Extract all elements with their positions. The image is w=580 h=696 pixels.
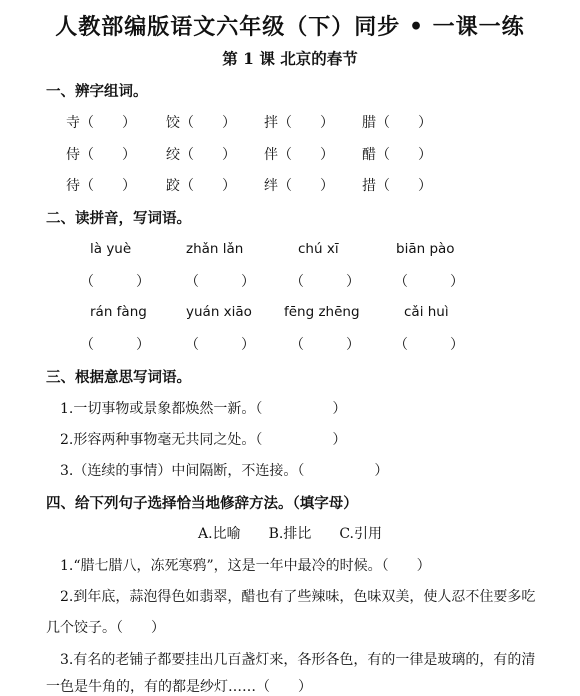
definition-item: 2.形容两种事物毫无共同之处。（ ） [60,432,347,448]
answer-paren: （ ） [185,337,255,353]
question-3-line-1: 3.有名的老铺子都要挂出几百盏灯来，各形各色，有的一律是玻璃的，有的清 [60,652,536,668]
char-cell: 腊（ ） [362,115,432,131]
answer-paren: （ ） [80,274,150,290]
char-cell: 侍（ ） [66,147,136,163]
answer-paren: （ ） [394,337,464,353]
char-cell: 拌（ ） [264,115,334,131]
char-cell: 跤（ ） [166,178,236,194]
char-cell: 措（ ） [362,178,432,194]
page-title: 人教部编版语文六年级（下）同步 • 一课一练 [55,14,525,40]
char-cell: 饺（ ） [166,115,236,131]
pinyin-item: rán fàng [90,304,147,320]
pinyin-item: fēng zhēng [284,304,360,320]
answer-paren: （ ） [185,274,255,290]
definition-item: 1.一切事物或景象都焕然一新。（ ） [60,401,347,417]
answer-paren: （ ） [80,337,150,353]
pinyin-item: zhǎn lǎn [186,241,244,257]
char-cell: 待（ ） [66,178,136,194]
char-cell: 寺（ ） [66,115,136,131]
char-cell: 绞（ ） [166,147,236,163]
pinyin-item: cǎi huì [404,304,449,320]
pinyin-item: là yuè [90,241,132,257]
pinyin-item: biān pào [396,241,455,257]
rhetoric-options: A.比喻 B.排比 C.引用 [198,526,382,542]
pinyin-item: yuán xiāo [186,304,252,320]
section-3-heading: 三、根据意思写词语。 [46,369,191,386]
answer-paren: （ ） [290,337,360,353]
question-2-line-2: 几个饺子。（ ） [46,620,165,636]
section-1-heading: 一、辨字组词。 [46,83,148,100]
section-2-heading: 二、读拼音，写词语。 [46,210,191,227]
question-3-line-2: 一色是牛角的，有的都是纱灯……（ ） [46,679,312,695]
answer-paren: （ ） [394,274,464,290]
answer-paren: （ ） [290,274,360,290]
char-cell: 醋（ ） [362,147,432,163]
question-1: 1.“腊七腊八，冻死寒鸦”，这是一年中最冷的时候。（ ） [60,558,431,574]
lesson-subtitle: 第 1 课 北京的春节 [222,49,358,68]
section-4-heading: 四、给下列句子选择恰当地修辞方法。（填字母） [46,495,358,512]
pinyin-item: chú xī [298,241,339,257]
char-cell: 伴（ ） [264,147,334,163]
definition-item: 3.（连续的事情）中间隔断，不连接。（ ） [60,463,389,479]
char-cell: 绊（ ） [264,178,334,194]
question-2-line-1: 2.到年底，蒜泡得色如翡翠，醋也有了些辣味，色味双美，使人忍不住要多吃 [60,589,536,605]
